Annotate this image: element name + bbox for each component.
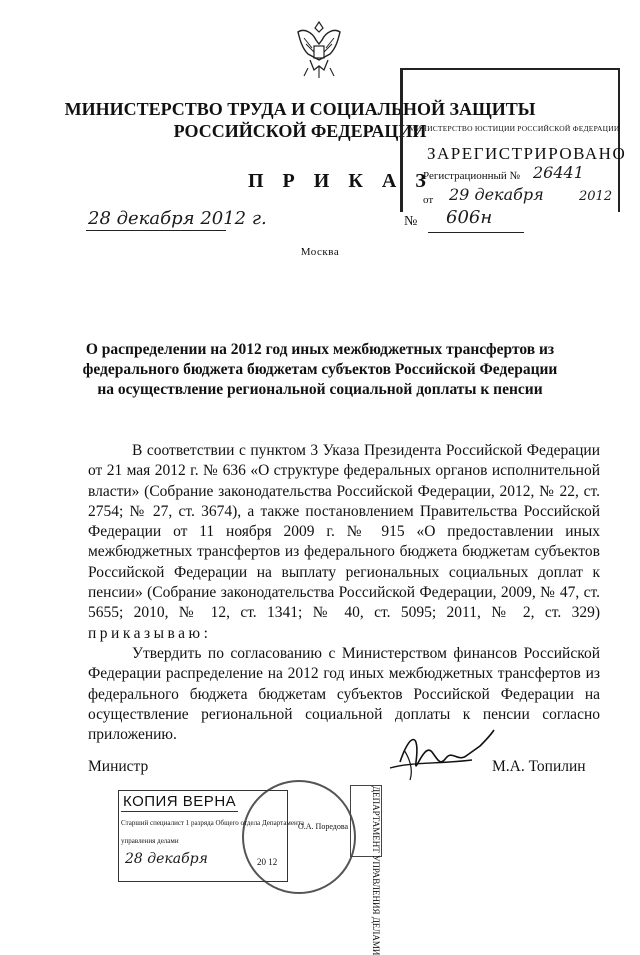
signatory-position: Министр (88, 758, 149, 775)
copy-verifier-position: Старший специалист 1 разряда Общего отдела Департамента (121, 819, 304, 827)
round-seal-signer: О.А. Поредова (298, 822, 349, 831)
order-date: 28 декабря 2012 г. (88, 208, 267, 229)
registration-number: 26441 (533, 163, 584, 182)
document-title: О распределении на 2012 год иных межбюджетных трансфертов из федерального бюджета бюджетам субъектов Российской Федерации на осуществление региональной социальной доплаты к пенсии (82, 341, 558, 398)
order-word: приказываю: (88, 624, 212, 642)
preamble-text: В соответствии с пунктом 3 Указа Президента Российской Федерации от 21 мая 2012 г. № 636 «О структуре федеральных органов исполнительной власти» (Собрание законодательства Российской Федерации, 2012, № 22, ст. 2754; № 27, ст. 3674), а также постановлением Правительства Российской Федерации от 11 ноября 2009 г. № 915 «О предоставлении иных межбюджетных трансфертов из федерального бюджета бюджетам субъектов Российской Федерации на выплату региональных социальных доплат к пенсии» (Собрание законодательства Российской Федерации, 2009, № 47, ст. 5655; 2010, № 12, ст. 1341; № 40, ст. 5095; 2011, № 2, ст. 329) (88, 442, 600, 622)
copy-verifier-department: управления делами (121, 837, 179, 845)
signature-icon (380, 722, 500, 792)
number-underline (428, 232, 524, 233)
registration-date: 29 декабря (449, 185, 544, 204)
paragraph-resolution: Утвердить по согласованию с Министерством финансов Российской Федерации распределение на 2012 год иных межбюджетных трансфертов из федерального бюджета бюджетам субъектов Российской Федерации на осуществление региональной социальной доплаты к пенсии согласно приложению. (88, 644, 600, 744)
registration-status: ЗАРЕГИСТРИРОВАНО (427, 144, 627, 163)
registration-number-label: Регистрационный № (423, 170, 521, 182)
ministry-line-1: МИНИСТЕРСТВО ТРУДА И СОЦИАЛЬНОЙ ЗАЩИТЫ (64, 99, 536, 119)
registration-stamp (400, 68, 627, 212)
paragraph-preamble (88, 441, 600, 644)
registration-year: 2012 (579, 189, 613, 204)
order-heading: П Р И К А З (248, 170, 433, 192)
city: Москва (300, 246, 340, 258)
ministry-line-2: РОССИЙСКОЙ ФЕДЕРАЦИИ (173, 121, 427, 141)
department-stamp: ДЕПАРТАМЕНТ УПРАВЛЕНИЯ ДЕЛАМИ (350, 785, 382, 857)
copy-verified-title: КОПИЯ ВЕРНА (123, 793, 237, 810)
emblem-icon (290, 18, 348, 80)
copy-date: 28 декабря (125, 851, 208, 867)
document-body (88, 441, 600, 745)
registration-date-label: от (423, 194, 434, 206)
order-number: 606н (446, 207, 493, 228)
order-number-label: № (404, 214, 418, 229)
copy-year: 20 12 (257, 857, 278, 867)
signatory-name: М.А. Топилин (492, 758, 586, 775)
copy-verified-stamp (118, 790, 304, 882)
registration-ministry-label: МИНИСТЕРСТВО ЮСТИЦИИ РОССИЙСКОЙ ФЕДЕРАЦИИ (409, 124, 620, 133)
date-underline (86, 230, 226, 231)
